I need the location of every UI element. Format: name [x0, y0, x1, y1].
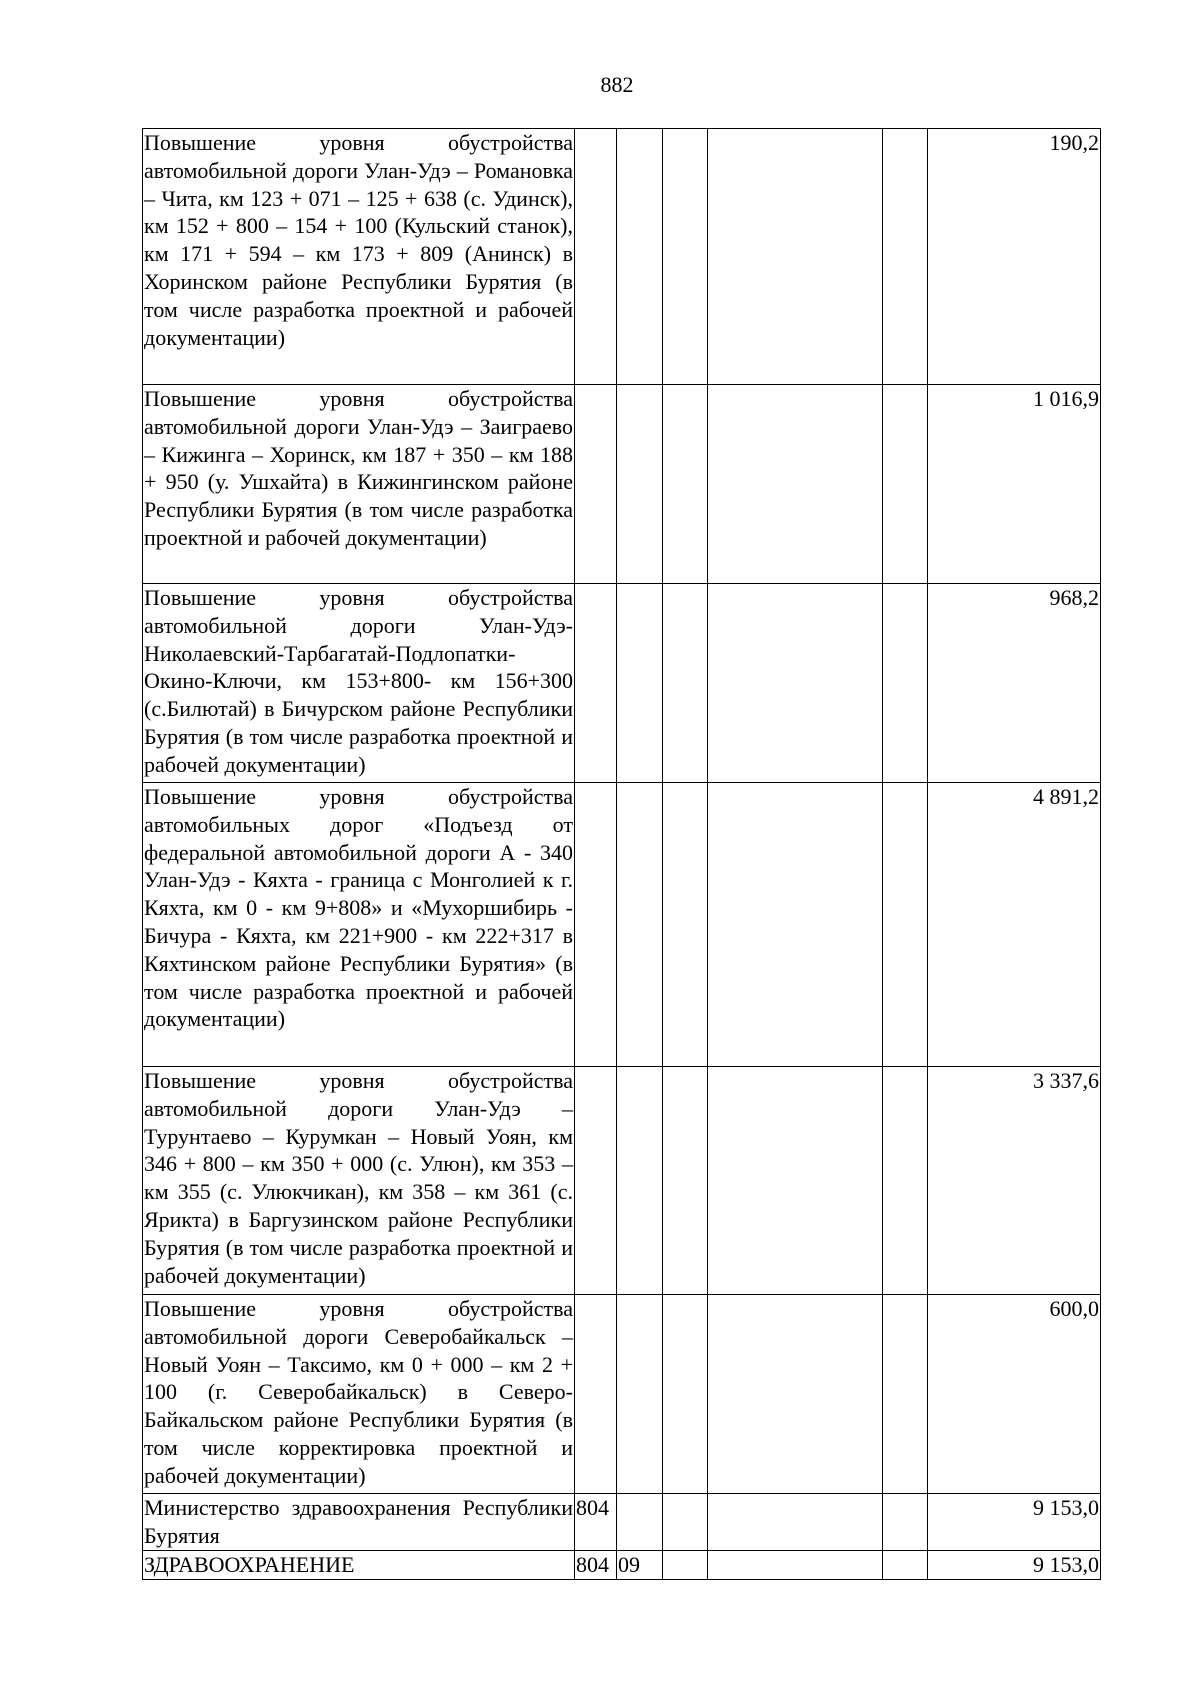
- section-code-cell: [617, 1067, 663, 1295]
- row-description: Повышение уровня обустройства автомобильной дороги Улан-Удэ – Турунтаево – Курумкан – Новый Уоян, км 346 + 800 – км 350 + 000 (с. Улюн), км 353 – км 355 (с. Улюкчикан), км 358 – км 361 (с. Ярикта) в Баргузинском районе Республики Бурятия (в том числе разработка проектной и рабочей документации): [143, 1067, 575, 1295]
- section-code-cell: [617, 1494, 663, 1551]
- table-row: [143, 385, 1101, 584]
- expense-type-cell: [883, 1295, 928, 1494]
- amount-cell: 600,0: [928, 1295, 1101, 1494]
- amount-cell: 968,2: [928, 584, 1101, 783]
- page-number: 882: [600, 72, 634, 97]
- subsection-code-cell: [663, 129, 708, 385]
- expense-type-cell: [883, 129, 928, 385]
- target-article-cell: [708, 1494, 883, 1551]
- row-description: Повышение уровня обустройства автомобильной дороги Улан-Удэ-Николаевский-Тарбагатай-Подлопатки-Окино-Ключи, км 153+800- км 156+300 (с.Билютай) в Бичурском районе Республики Бурятия (в том числе разработка проектной и рабочей документации): [143, 584, 575, 783]
- expense-type-cell: [883, 1067, 928, 1295]
- ministry-code-cell: [575, 1295, 617, 1494]
- target-article-cell: [708, 584, 883, 783]
- ministry-code-cell: 804: [575, 1551, 617, 1580]
- section-code-cell: [617, 783, 663, 1067]
- table-row: [143, 584, 1101, 783]
- section-code-cell: [617, 385, 663, 584]
- subsection-code-cell: [663, 1551, 708, 1580]
- target-article-cell: [708, 385, 883, 584]
- ministry-code-cell: [575, 129, 617, 385]
- amount-cell: 4 891,2: [928, 783, 1101, 1067]
- target-article-cell: [708, 129, 883, 385]
- expense-type-cell: [883, 1551, 928, 1580]
- amount-cell: 1 016,9: [928, 385, 1101, 584]
- ministry-code-cell: [575, 1067, 617, 1295]
- section-code-cell: [617, 129, 663, 385]
- section-code-cell: [617, 584, 663, 783]
- section-code-cell: [617, 1295, 663, 1494]
- target-article-cell: [708, 1551, 883, 1580]
- expense-type-cell: [883, 385, 928, 584]
- table-row: [143, 1295, 1101, 1494]
- amount-cell: 9 153,0: [928, 1551, 1101, 1580]
- subsection-code-cell: [663, 385, 708, 584]
- table-row: [143, 1494, 1101, 1551]
- section-code-cell: 09: [617, 1551, 663, 1580]
- ministry-code-cell: [575, 584, 617, 783]
- table-row: [143, 129, 1101, 385]
- amount-cell: 9 153,0: [928, 1494, 1101, 1551]
- expense-type-cell: [883, 1494, 928, 1551]
- expense-type-cell: [883, 783, 928, 1067]
- row-description: Повышение уровня обустройства автомобильной дороги Улан-Удэ – Заиграево – Кижинга – Хоринск, км 187 + 350 – км 188 + 950 (у. Ушхайта) в Кижингинском районе Республики Бурятия (в том числе разработка проектной и рабочей документации): [143, 385, 575, 584]
- row-description: Повышение уровня обустройства автомобильной дороги Северобайкальск – Новый Уоян – Таксимо, км 0 + 000 – км 2 + 100 (г. Северобайкальск) в Северо-Байкальском районе Республики Бурятия (в том числе корректировка проектной и рабочей документации): [143, 1295, 575, 1494]
- ministry-code-cell: 804: [575, 1494, 617, 1551]
- subsection-code-cell: [663, 1494, 708, 1551]
- row-description: Повышение уровня обустройства автомобильных дорог «Подъезд от федеральной автомобильной дороги А - 340 Улан-Удэ - Кяхта - граница с Монголией к г. Кяхта, км 0 - км 9+808» и «Мухоршибирь - Бичура - Кяхта, км 221+900 - км 222+317 в Кяхтинском районе Республики Бурятия» (в том числе разработка проектной и рабочей документации): [143, 783, 575, 1067]
- amount-cell: 190,2: [928, 129, 1101, 385]
- amount-cell: 3 337,6: [928, 1067, 1101, 1295]
- ministry-code-cell: [575, 385, 617, 584]
- subsection-code-cell: [663, 783, 708, 1067]
- subsection-code-cell: [663, 1295, 708, 1494]
- row-description: Министерство здравоохранения Республики Бурятия: [143, 1494, 575, 1551]
- row-description: ЗДРАВООХРАНЕНИЕ: [143, 1551, 575, 1580]
- table-row: [143, 783, 1101, 1067]
- subsection-code-cell: [663, 1067, 708, 1295]
- ministry-code-cell: [575, 783, 617, 1067]
- subsection-code-cell: [663, 584, 708, 783]
- table-row: [143, 1067, 1101, 1295]
- target-article-cell: [708, 1067, 883, 1295]
- target-article-cell: [708, 1295, 883, 1494]
- expense-type-cell: [883, 584, 928, 783]
- budget-table: [142, 128, 1101, 1580]
- row-description: Повышение уровня обустройства автомобильной дороги Улан-Удэ – Романовка – Чита, км 123 + 071 – 125 + 638 (с. Удинск), км 152 + 800 – 154 + 100 (Кульский станок), км 171 + 594 – км 173 + 809 (Анинск) в Хоринском районе Республики Бурятия (в том числе разработка проектной и рабочей документации): [143, 129, 575, 385]
- target-article-cell: [708, 783, 883, 1067]
- table-row: [143, 1551, 1101, 1580]
